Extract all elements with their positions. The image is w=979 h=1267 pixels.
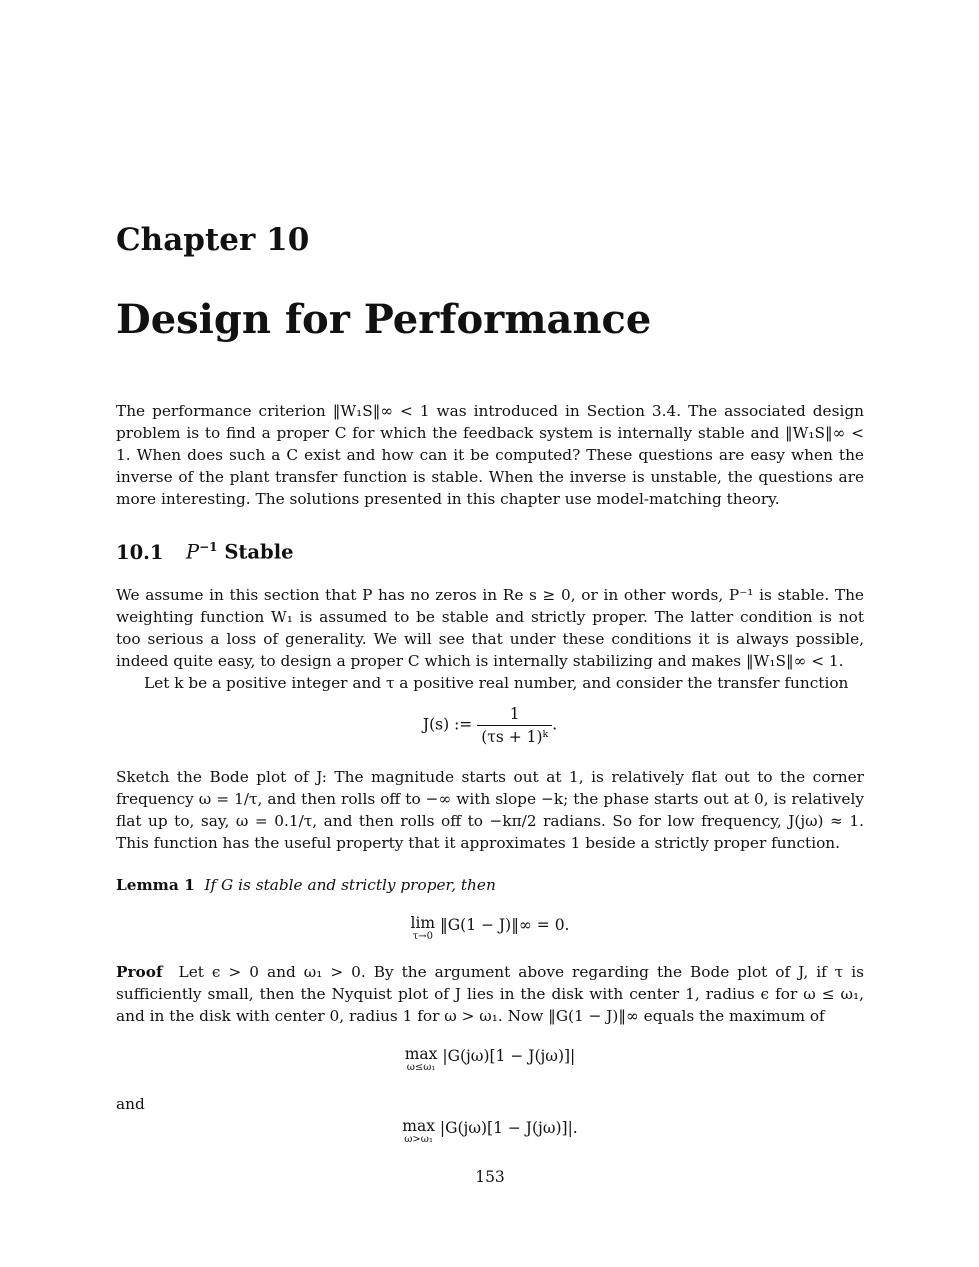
equation-J-fraction — [477, 705, 552, 746]
equation-max-high-body: |G(jω)[1 − J(jω)]|. — [434, 1119, 578, 1137]
equation-limit-body: ‖G(1 − J)‖∞ = 0. — [435, 916, 570, 934]
equation-J-denominator: (τs + 1)ᵏ — [481, 728, 549, 746]
lemma-statement — [116, 875, 864, 897]
max-operator-high — [402, 1119, 435, 1145]
section-title: Stable — [224, 540, 294, 564]
limit-operator — [411, 916, 436, 942]
section-heading — [116, 540, 294, 564]
max-operator-low — [405, 1047, 438, 1073]
equation-J-numerator: 1 — [477, 705, 552, 726]
equation-limit — [116, 916, 864, 942]
section-symbol: P — [186, 540, 200, 564]
chapter-label: Chapter 10 — [116, 222, 310, 258]
max-operator-low-text: max — [404, 1045, 438, 1063]
proof-paragraph — [116, 962, 864, 1028]
chapter-title: Design for Performance — [116, 296, 652, 343]
proof-head: Proof — [116, 963, 163, 981]
max-subscript-high: ω>ω₁ — [404, 1134, 433, 1145]
equation-J-end: . — [552, 715, 558, 734]
section-symbol-sup: −1 — [199, 540, 218, 554]
equation-J-lhs: J(s) := — [422, 715, 478, 734]
proof-body: Let ϵ > 0 and ω₁ > 0. By the argument above regarding the Bode plot of J, if τ is sufficiently small, then the Nyquist plot of J lies in the disk with center 1, radius ϵ for ω ≤ ω₁, and in the disk with center 0, radius 1 for ω > ω₁. Now ‖G(1 − J)‖∞ equals the maximum of — [116, 963, 864, 1025]
limit-subscript: τ→0 — [412, 931, 433, 942]
max-subscript-low: ω≤ω₁ — [406, 1062, 436, 1073]
max-operator-high-text: max — [402, 1117, 435, 1135]
page-number: 153 — [475, 1168, 505, 1186]
equation-max-low — [116, 1047, 864, 1073]
section-number: 10.1 — [116, 540, 164, 564]
equation-max-low-body: |G(jω)[1 − J(jω)]| — [437, 1047, 576, 1065]
paragraph-transfer-function-intro: Let k be a positive integer and τ a positive real number, and consider the transfer function — [144, 674, 849, 692]
equation-J — [116, 705, 864, 746]
lemma-body: If G is stable and strictly proper, then — [204, 876, 496, 894]
equation-max-high — [116, 1119, 864, 1145]
limit-operator-text: lim — [410, 914, 436, 932]
paragraph-assumption: We assume in this section that P has no zeros in Re s ≥ 0, or in other words, P⁻¹ is stable. The weighting function W₁ is assumed to be stable and strictly proper. The latter condition is not too serious a loss of generality. We will see that under these conditions it is always possible, indeed quite easy, to design a proper C which is internally stabilizing and makes ‖W₁S‖∞ < 1. — [116, 586, 864, 670]
and-word: and — [116, 1095, 145, 1113]
paragraph-bode-plot: Sketch the Bode plot of J: The magnitude starts out at 1, is relatively flat out to the corner frequency ω = 1/τ, and then rolls off to −∞ with slope −k; the phase starts out at 0, is relatively flat up to, say, ω = 0.1/τ, and then rolls off to −kπ/2 radians. So for low frequency, J(jω) ≈ 1. This function has the useful property that it approximates 1 beside a strictly proper function. — [116, 768, 864, 852]
lemma-head: Lemma 1 — [116, 876, 195, 894]
intro-paragraph: The performance criterion ‖W₁S‖∞ < 1 was introduced in Section 3.4. The associated design problem is to find a proper C for which the feedback system is internally stable and ‖W₁S‖∞ < 1. When does such a C exist and how can it be computed? These questions are easy when the inverse of the plant transfer function is stable. When the inverse is unstable, the questions are more interesting. The solutions presented in this chapter use model-matching theory. — [116, 402, 864, 508]
